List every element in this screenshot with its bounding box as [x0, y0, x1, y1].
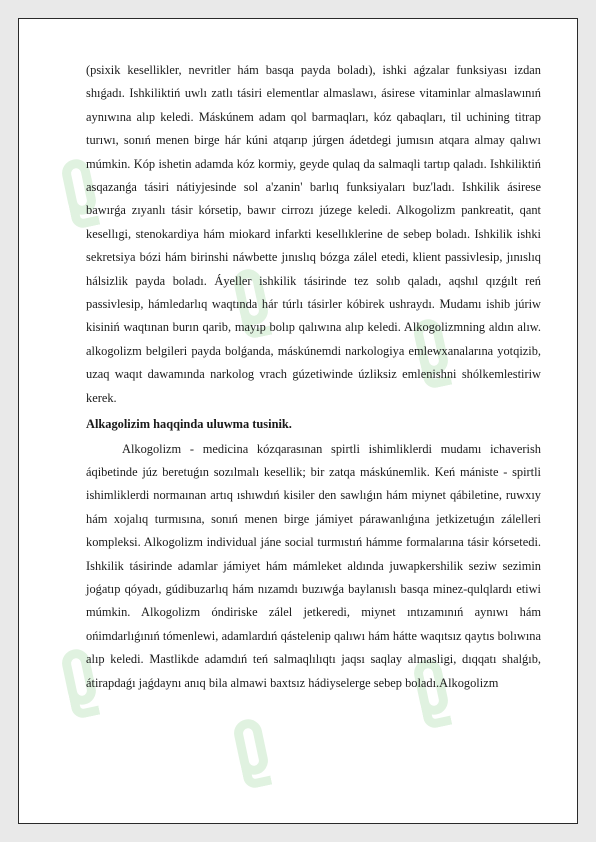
document-body [86, 59, 541, 695]
document-page [18, 18, 578, 824]
paragraph-1: (psixik kesellikler, nevritler hám basqa payda boladı), ishki aǵzalar funksiyası izdan shıǵadı. Ishkiliktiń uwlı zatlı tásiri elementlar almaslawı, ásirese vitaminlar almaslawınıń aynıwına alıp keledi. Máskúnem adam qol barmaqları, kóz qabaqları, til uchining titrap turıwı, sonıń menen birge hár kúni atqarıp júrgen ádetdegi jumısın atqara almay qalıwı múmkin. Kóp ishetin adamda kóz kormiy, geyde qulaq da salmaqli tartıp qaladı. Ishkiliktiń asqazanǵa tásiri nátiyjesinde sol a'zanin' barlıq funksiyaları buz'ladı. Ishkilik ásirese bawırǵa zıyanlı tásir kórsetip, bawır cirrozı júzege keledi. Alkogolizm pankreatit, qant kesellıgi, stenokardiya hám miokard infarkti kesellıklerine de sebep boladı. Ishkilik ishki sekretsiya bózi hám birinshi náwbette jınıslıq bózga zálel etedi, klient passivlesip, jınıslıq hálsizlik payda boladı. Áyeller ishkilik tásirinde tez solıb qaladı, aqshıl qızǵılt reń passivlesip, hámledarlıq waqtında hár túrlı tásirler kóbirek ushraydı. Mudamı ishib júriw kisiniń waqtınan burın qarib, mayıp bolıp qalıwına alıp keledi. Alkogolizmning aldın alıw. alkogolizm belgileri payda bolǵanda, máskúnemdi narkologiya emlewxanalarına yotqizib, uzaq waqıt dawamında narkolog vrach gúzetiwinde úzliksiz emlenishni shólkemlestiriw kerek. [86, 63, 541, 405]
section-heading: Alkagolizim haqqinda uluwma tusinik. [86, 417, 292, 432]
paragraph-2: Alkogolizm - medicina kózqarasınan spirtli ishimliklerdi mudamı ichaverish áqibetinde júz beretuǵın sozılmalı kesellik; bir zatqa máskúnemlik. Keń mániste - spirtli ishimliklerdi normaınan artıq ıshıwdıń kisiler den sawlıǵın hám miynet qábiletine, ruwxıy hám xojalıq turmısına, sonıń menen birge jámiyet párawanlıǵına jetkizetuǵın zálelleri kompleksi. Alkogolizm individual jáne social turmıstıń hámme formalarına tásir kórsetedi. Ishkilik tásirinde adamlar jámiyet hám mámleket aldında juwapkershilik seziw sezimin joǵatıp qóyadı, gúdibuzarlıq hám nızamdı buzıwǵa baylanıslı basqa minez-qulqlardı etiwi múmkin. Alkogolizm óndiriske zálel jetkeredi, miynet ıntızamınıń aynıwı hám ońimdarlıǵınıń tómenlewi, adamlardıń qástelenip qalıwı hám hátte waqıtsız qaytıs bolıwına alıp keledi. Mastlikde adamdıń teń salmaqlılıqtı jaqsı saqlay almasligi, dıqqatı shalǵıb, átirapdaǵı jaǵdaynı anıq bila almawi baxtsız hádiyselerge sebep boladı.Alkogolizm [86, 441, 541, 690]
watermark-logo [231, 717, 270, 778]
